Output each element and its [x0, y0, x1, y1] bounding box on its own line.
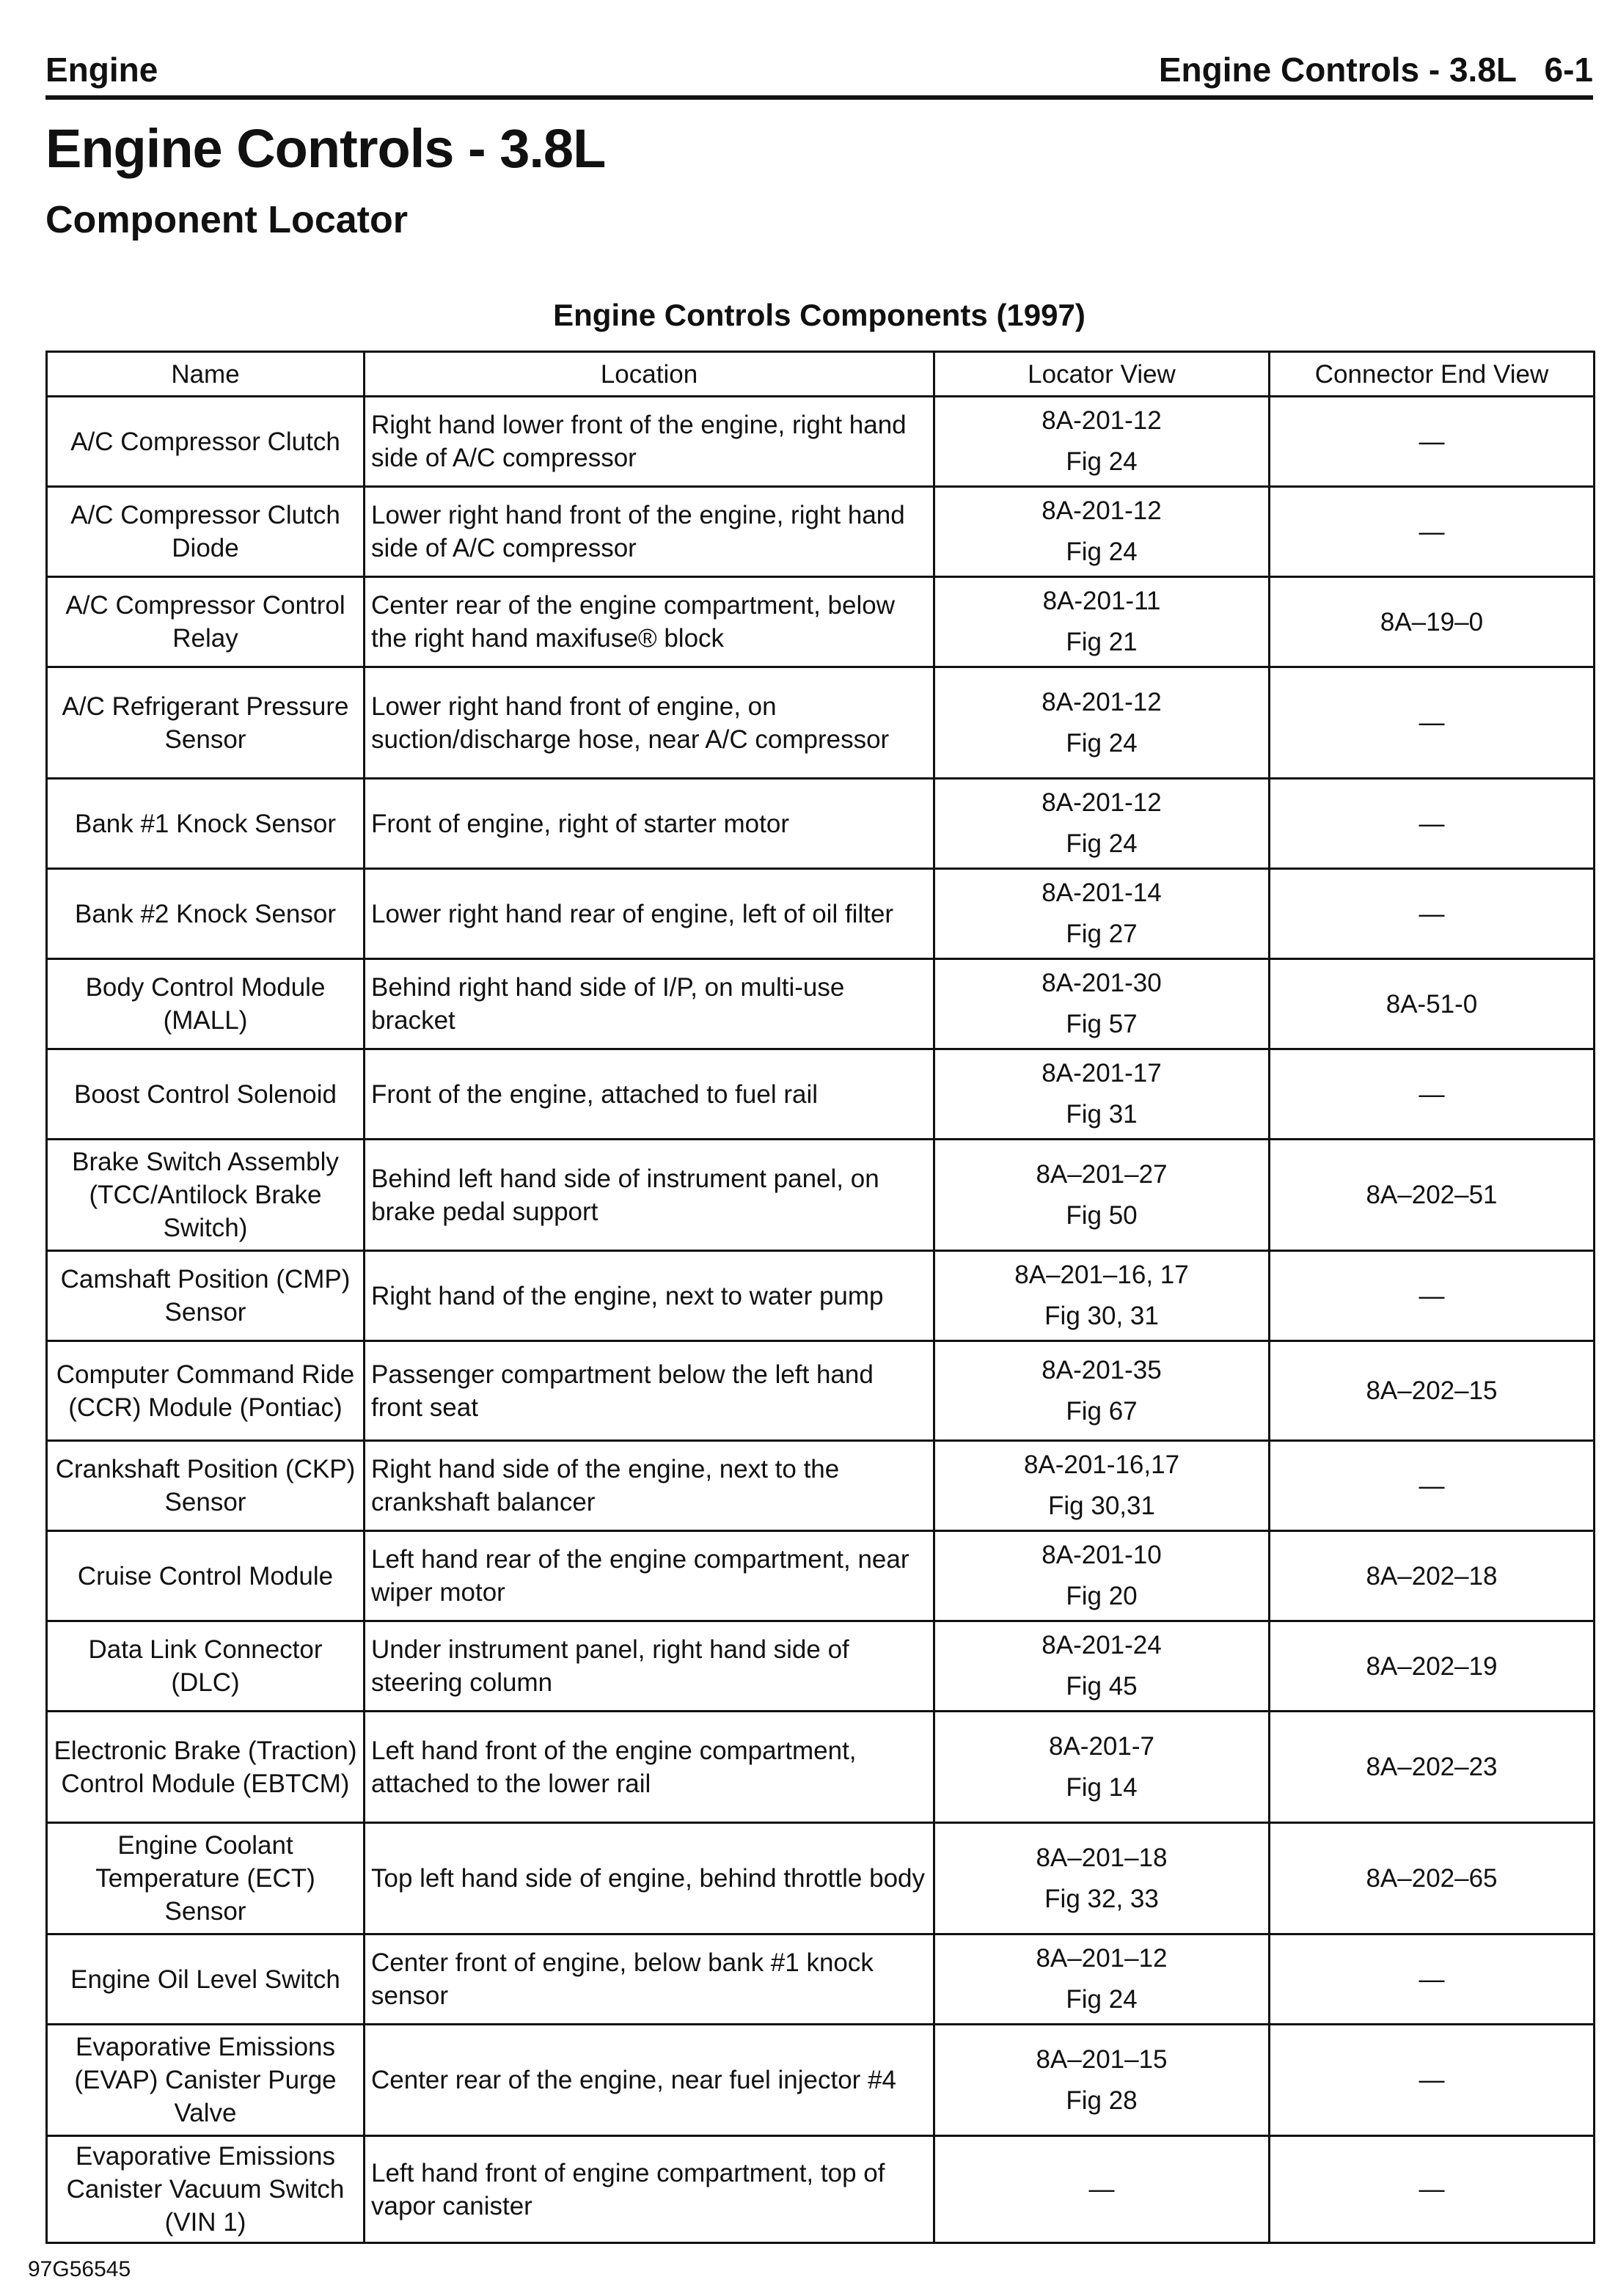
table-row: [47, 1823, 1595, 1934]
locator-figure: Fig 57: [1066, 1010, 1138, 1038]
component-name: A/C Refrigerant Pressure Sensor: [47, 667, 365, 779]
connector-end-view: —: [1270, 779, 1595, 869]
locator-view: 8A-201-17: [1042, 1059, 1162, 1088]
component-location: Lower right hand front of the engine, right hand side of A/C compressor: [365, 487, 934, 577]
locator-view: 8A-201-14: [1042, 879, 1162, 907]
connector-end-view: 8A–202–18: [1270, 1531, 1595, 1621]
components-table: [45, 351, 1595, 2244]
connector-end-view: 8A–202–23: [1270, 1712, 1595, 1823]
connector-end-view: —: [1270, 487, 1595, 577]
locator-view: 8A–201–12: [1036, 1944, 1168, 1973]
connector-end-view: 8A–19–0: [1270, 577, 1595, 667]
component-location: Under instrument panel, right hand side of steering column: [365, 1621, 934, 1712]
component-location: Passenger compartment below the left hand front seat: [365, 1341, 934, 1441]
table-row: [47, 1621, 1595, 1712]
locator-view-cell: [934, 577, 1270, 667]
component-name: Bank #2 Knock Sensor: [47, 869, 365, 959]
table-row: [47, 869, 1595, 959]
locator-figure: Fig 30, 31: [1044, 1302, 1159, 1330]
locator-view-cell: [934, 1531, 1270, 1621]
component-location: Behind right hand side of I/P, on multi-use bracket: [365, 959, 934, 1049]
connector-end-view: 8A–202–19: [1270, 1621, 1595, 1712]
locator-view-cell: [934, 1712, 1270, 1823]
table-row: [47, 2136, 1595, 2243]
locator-figure: Fig 21: [1066, 628, 1138, 656]
locator-figure: Fig 27: [1066, 920, 1138, 948]
locator-figure: Fig 67: [1066, 1396, 1138, 1426]
locator-view-cell: [934, 1934, 1270, 2025]
component-name: A/C Compressor Clutch Diode: [47, 487, 365, 577]
component-name: Cruise Control Module: [47, 1531, 365, 1621]
table-row: [47, 779, 1595, 869]
table-row: [47, 1140, 1595, 1251]
connector-end-view: —: [1270, 2025, 1595, 2136]
table-row: [47, 1049, 1595, 1140]
page-header: [45, 47, 1593, 100]
locator-view-cell: [934, 487, 1270, 577]
locator-view: 8A-201-7: [1049, 1731, 1154, 1761]
component-name: Brake Switch Assembly (TCC/Antilock Brake Switch): [47, 1140, 365, 1251]
section-label: Engine: [45, 51, 158, 89]
locator-figure: Fig 50: [1066, 1200, 1138, 1230]
component-location: Lower right hand front of engine, on suction/discharge hose, near A/C compressor: [365, 667, 934, 779]
locator-view-cell: [934, 1441, 1270, 1531]
table-row: [47, 397, 1595, 487]
page-subtitle: Component Locator: [45, 199, 408, 241]
locator-view: 8A-201-12: [1042, 687, 1162, 716]
connector-end-view: —: [1270, 667, 1595, 779]
locator-view-cell: [934, 397, 1270, 487]
component-name: A/C Compressor Control Relay: [47, 577, 365, 667]
component-location: Top left hand side of engine, behind throttle body: [365, 1823, 934, 1934]
locator-view-cell: [934, 667, 1270, 779]
component-name: Electronic Brake (Traction) Control Module (EBTCM): [47, 1712, 365, 1823]
component-location: Right hand lower front of the engine, right hand side of A/C compressor: [365, 397, 934, 487]
locator-view: 8A-201-30: [1042, 969, 1162, 997]
locator-view-cell: [934, 1621, 1270, 1712]
locator-view-cell: [934, 959, 1270, 1049]
locator-figure: Fig 24: [1066, 728, 1138, 758]
component-location: Front of engine, right of starter motor: [365, 779, 934, 869]
component-name: Crankshaft Position (CKP) Sensor: [47, 1441, 365, 1531]
table-row: [47, 1934, 1595, 2025]
component-location: Left hand rear of the engine compartment, near wiper motor: [365, 1531, 934, 1621]
locator-figure: Fig 32, 33: [1044, 1884, 1159, 1913]
locator-view: —: [1088, 2174, 1115, 2204]
component-location: Left hand front of the engine compartment, attached to the lower rail: [365, 1712, 934, 1823]
component-location: Right hand of the engine, next to water pump: [365, 1251, 934, 1341]
component-location: Right hand side of the engine, next to the crankshaft balancer: [365, 1441, 934, 1531]
connector-end-view: —: [1270, 1049, 1595, 1140]
table-row: [47, 1251, 1595, 1341]
table-row: [47, 1341, 1595, 1441]
locator-figure: Fig 24: [1066, 829, 1138, 858]
connector-end-view: —: [1270, 869, 1595, 959]
locator-view: 8A-201-10: [1042, 1541, 1162, 1569]
table-row: [47, 1531, 1595, 1621]
component-location: Center rear of the engine compartment, below the right hand maxifuse® block: [365, 577, 934, 667]
table-row: [47, 2025, 1595, 2136]
locator-view-cell: [934, 779, 1270, 869]
component-location: Center rear of the engine, near fuel injector #4: [365, 2025, 934, 2136]
connector-end-view: —: [1270, 1251, 1595, 1341]
locator-figure: Fig 28: [1066, 2086, 1138, 2115]
component-location: Behind left hand side of instrument panel, on brake pedal support: [365, 1140, 934, 1251]
component-name: Body Control Module (MALL): [47, 959, 365, 1049]
table-header-row: [47, 352, 1595, 397]
connector-end-view: —: [1270, 397, 1595, 487]
component-name: Computer Command Ride (CCR) Module (Pontiac): [47, 1341, 365, 1441]
connector-end-view: —: [1270, 1441, 1595, 1531]
locator-figure: Fig 20: [1066, 1582, 1138, 1610]
locator-view-cell: [934, 1049, 1270, 1140]
page-header-right: Engine Controls - 3.8L 6-1: [1158, 51, 1593, 89]
locator-view: 8A-201-12: [1042, 496, 1162, 525]
connector-end-view: 8A–202–15: [1270, 1341, 1595, 1441]
table-row: [47, 667, 1595, 779]
component-location: Center front of engine, below bank #1 knock sensor: [365, 1934, 934, 2025]
locator-view: 8A–201–15: [1036, 2044, 1168, 2074]
table-row: [47, 487, 1595, 577]
component-name: Data Link Connector (DLC): [47, 1621, 365, 1712]
locator-view-cell: [934, 2136, 1270, 2243]
component-name: Evaporative Emissions (EVAP) Canister Purge Valve: [47, 2025, 365, 2136]
locator-view: 8A–201–27: [1036, 1159, 1168, 1189]
component-location: Left hand front of engine compartment, top of vapor canister: [365, 2136, 934, 2243]
connector-end-view: 8A–202–65: [1270, 1823, 1595, 1934]
component-name: A/C Compressor Clutch: [47, 397, 365, 487]
locator-figure: Fig 14: [1066, 1772, 1138, 1802]
locator-view-cell: [934, 1251, 1270, 1341]
table-row: [47, 577, 1595, 667]
locator-view: 8A-201-11: [1042, 587, 1161, 615]
locator-figure: Fig 24: [1066, 447, 1138, 476]
table-row: [47, 959, 1595, 1049]
component-name: Camshaft Position (CMP) Sensor: [47, 1251, 365, 1341]
locator-view-cell: [934, 1823, 1270, 1934]
column-header-locator-view: Locator View: [934, 352, 1270, 397]
locator-view: 8A-201-12: [1042, 788, 1162, 817]
locator-figure: Fig 24: [1066, 1985, 1138, 2014]
locator-view-cell: [934, 1140, 1270, 1251]
locator-view: 8A-201-16,17: [1023, 1450, 1180, 1479]
component-name: Bank #1 Knock Sensor: [47, 779, 365, 869]
connector-end-view: 8A–202–51: [1270, 1140, 1595, 1251]
component-name: Engine Coolant Temperature (ECT) Sensor: [47, 1823, 365, 1934]
column-header-location: Location: [365, 352, 934, 397]
page-title: Engine Controls - 3.8L: [45, 118, 606, 179]
locator-view: 8A–201–16, 17: [1014, 1261, 1189, 1289]
table-row: [47, 1712, 1595, 1823]
locator-view: 8A–201–18: [1036, 1843, 1168, 1872]
locator-figure: Fig 31: [1066, 1100, 1138, 1129]
table-row: [47, 1441, 1595, 1531]
figure-id: 97G56545: [28, 2257, 131, 2281]
locator-view-cell: [934, 869, 1270, 959]
component-name: Evaporative Emissions Canister Vacuum Switch (VIN 1): [47, 2136, 365, 2243]
component-name: Boost Control Solenoid: [47, 1049, 365, 1140]
locator-view: 8A-201-35: [1042, 1355, 1162, 1384]
locator-view: 8A-201-24: [1042, 1631, 1162, 1659]
component-name: Engine Oil Level Switch: [47, 1934, 365, 2025]
locator-figure: Fig 45: [1066, 1672, 1138, 1701]
column-header-name: Name: [47, 352, 365, 397]
locator-view-cell: [934, 1341, 1270, 1441]
connector-end-view: —: [1270, 1934, 1595, 2025]
connector-end-view: —: [1270, 2136, 1595, 2243]
component-location: Front of the engine, attached to fuel rail: [365, 1049, 934, 1140]
locator-figure: Fig 30,31: [1048, 1492, 1155, 1520]
locator-figure: Fig 24: [1066, 538, 1138, 566]
locator-view-cell: [934, 2025, 1270, 2136]
connector-end-view: 8A-51-0: [1270, 959, 1595, 1049]
column-header-connector-end-view: Connector End View: [1270, 352, 1595, 397]
locator-view: 8A-201-12: [1042, 406, 1162, 435]
table-caption: Engine Controls Components (1997): [553, 298, 1086, 332]
component-location: Lower right hand rear of engine, left of oil filter: [365, 869, 934, 959]
